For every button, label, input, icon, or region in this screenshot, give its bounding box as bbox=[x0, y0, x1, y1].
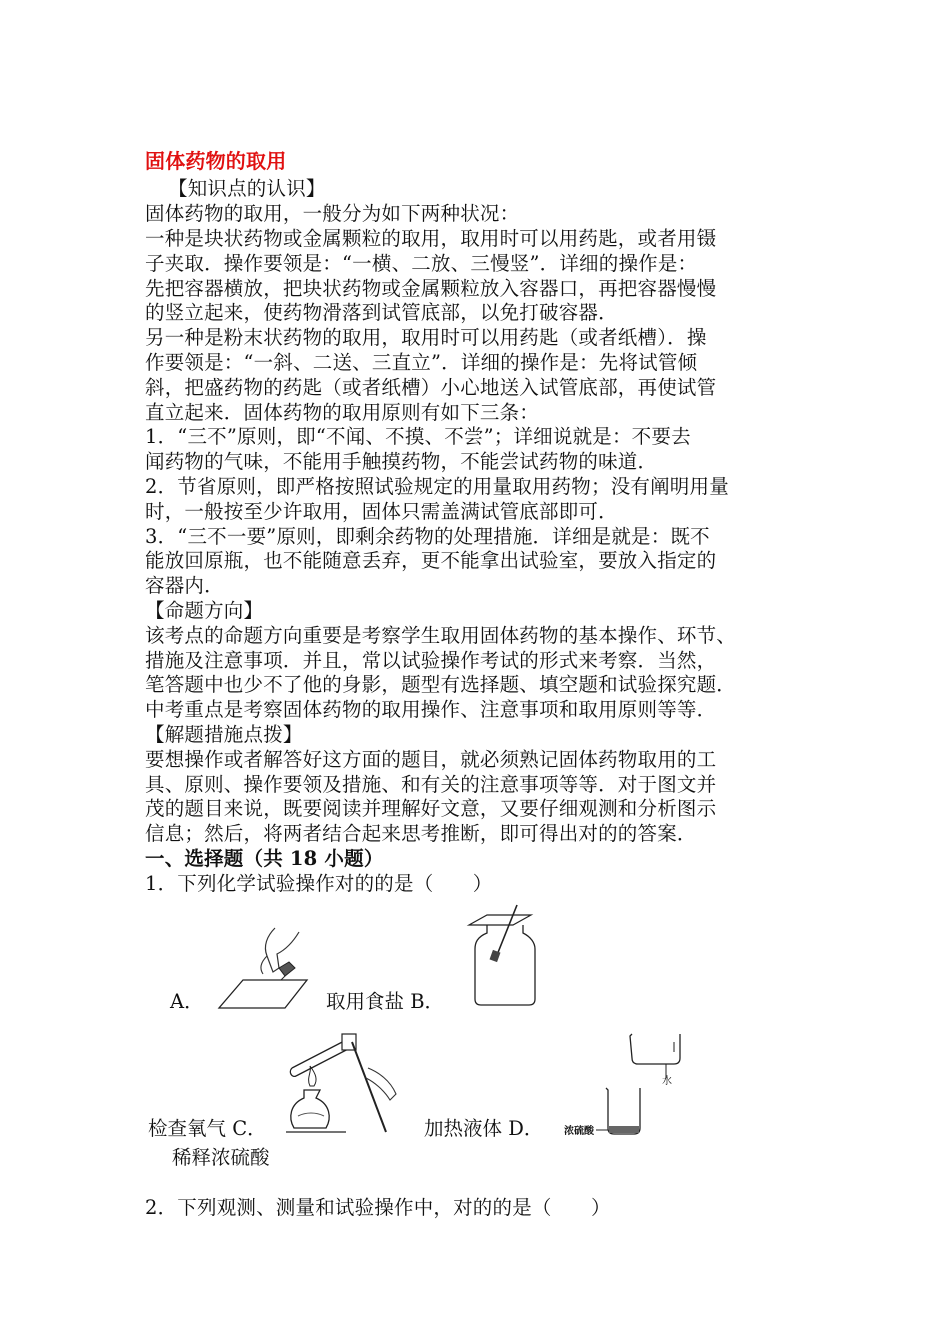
doc-title: 固体药物的取用 bbox=[145, 149, 287, 173]
text-line: 闻药物的气味，不能用手触摸药物，不能尝试药物的味道． bbox=[145, 450, 658, 473]
text-line: 具、原则、操作要领及措施、和有关的注意事项等等．对于图文并 bbox=[145, 773, 717, 796]
figure-b-oxygen-test bbox=[465, 903, 545, 1008]
figure-a-taking-salt bbox=[215, 922, 310, 1012]
figure-d-water-label: 水 bbox=[662, 1076, 672, 1087]
text-line: 3．“三不一要”原则，即剩余药物的处理措施．详细是就是：既不 bbox=[145, 525, 710, 548]
question-1-stem: 1．下列化学试验操作对的的是（ ） bbox=[145, 872, 493, 895]
text-line: 信息；然后，将两者结合起来思考推断，即可得出对的的答案． bbox=[145, 822, 697, 845]
text-line: 先把容器横放，把块状药物或金属颗粒放入容器口，再把容器慢慢 bbox=[145, 277, 717, 300]
figure-c-heating-liquid bbox=[286, 1028, 406, 1138]
text-line: 斜，把盛药物的药匙（或者纸槽）小心地送入试管底部，再使试管 bbox=[145, 376, 717, 399]
text-line: 中考重点是考察固体药物的取用操作、注意事项和取用原则等等． bbox=[145, 698, 717, 721]
figure-d-acid-label: 浓硫酸 bbox=[564, 1126, 594, 1137]
text-line: 时，一般按至少许取用，固体只需盖满试管底部即可． bbox=[145, 500, 618, 523]
figure-d-diluting-acid bbox=[562, 1030, 687, 1140]
text-line: 能放回原瓶，也不能随意丢弃，更不能拿出试验室，要放入指定的 bbox=[145, 549, 717, 572]
q1-option-a-label: A． bbox=[170, 990, 204, 1013]
text-line: 茂的题目来说，既要阅读并理解好文意，又要仔细观测和分析图示 bbox=[145, 797, 717, 820]
text-line: 要想操作或者解答好这方面的题目，就必须熟记固体药物取用的工 bbox=[145, 748, 717, 771]
text-line: 笔答题中也少不了他的身影，题型有选择题、填空题和试验探究题． bbox=[145, 673, 737, 696]
q1-option-a-text: 取用食盐 B． bbox=[326, 990, 445, 1013]
text-line: 直立起来．固体药物的取用原则有如下三条： bbox=[145, 401, 540, 424]
text-line: 措施及注意事项．并且，常以试验操作考试的形式来考察．当然， bbox=[145, 649, 717, 672]
text-line: 1．“三不”原则，即“不闻、不摸、不尝”；详细说就是：不要去 bbox=[145, 425, 691, 448]
q1-option-c-text: 加热液体 D． bbox=[424, 1117, 544, 1140]
section-heading-tips: 【解题措施点拨】 bbox=[145, 723, 303, 746]
text-line: 的竖立起来，使药物滑落到试管底部，以免打破容器． bbox=[145, 301, 618, 324]
q1-option-d-text: 稀释浓硫酸 bbox=[172, 1146, 270, 1169]
text-line: 子夹取．操作要领是：“一横、二放、三慢竖”．详细的操作是： bbox=[145, 252, 698, 275]
question-2-stem: 2．下列观测、测量和试验操作中，对的的是（ ） bbox=[145, 1196, 611, 1219]
text-line: 容器内． bbox=[145, 574, 224, 597]
q1-option-b-text: 检查氧气 C． bbox=[148, 1117, 267, 1140]
section-heading-topic: 【命题方向】 bbox=[145, 599, 264, 622]
text-line: 另一种是粉末状药物的取用，取用时可以用药匙（或者纸槽）．操 bbox=[145, 326, 707, 349]
text-line: 一种是块状药物或金属颗粒的取用，取用时可以用药匙，或者用镊 bbox=[145, 227, 717, 250]
text-line: 该考点的命题方向重要是考察学生取用固体药物的基本操作、环节、 bbox=[145, 624, 737, 647]
text-line: 作要领是：“一斜、二送、三直立”．详细的操作是：先将试管倾 bbox=[145, 351, 698, 374]
text-line: 固体药物的取用，一般分为如下两种状况： bbox=[145, 202, 520, 225]
text-line: 2．节省原则，即严格按照试验规定的用量取用药物；没有阐明用量 bbox=[145, 475, 729, 498]
choice-section-heading: 一、选择题（共 18 小题） bbox=[145, 847, 384, 870]
text-line: 【知识点的认识】 bbox=[168, 177, 326, 200]
